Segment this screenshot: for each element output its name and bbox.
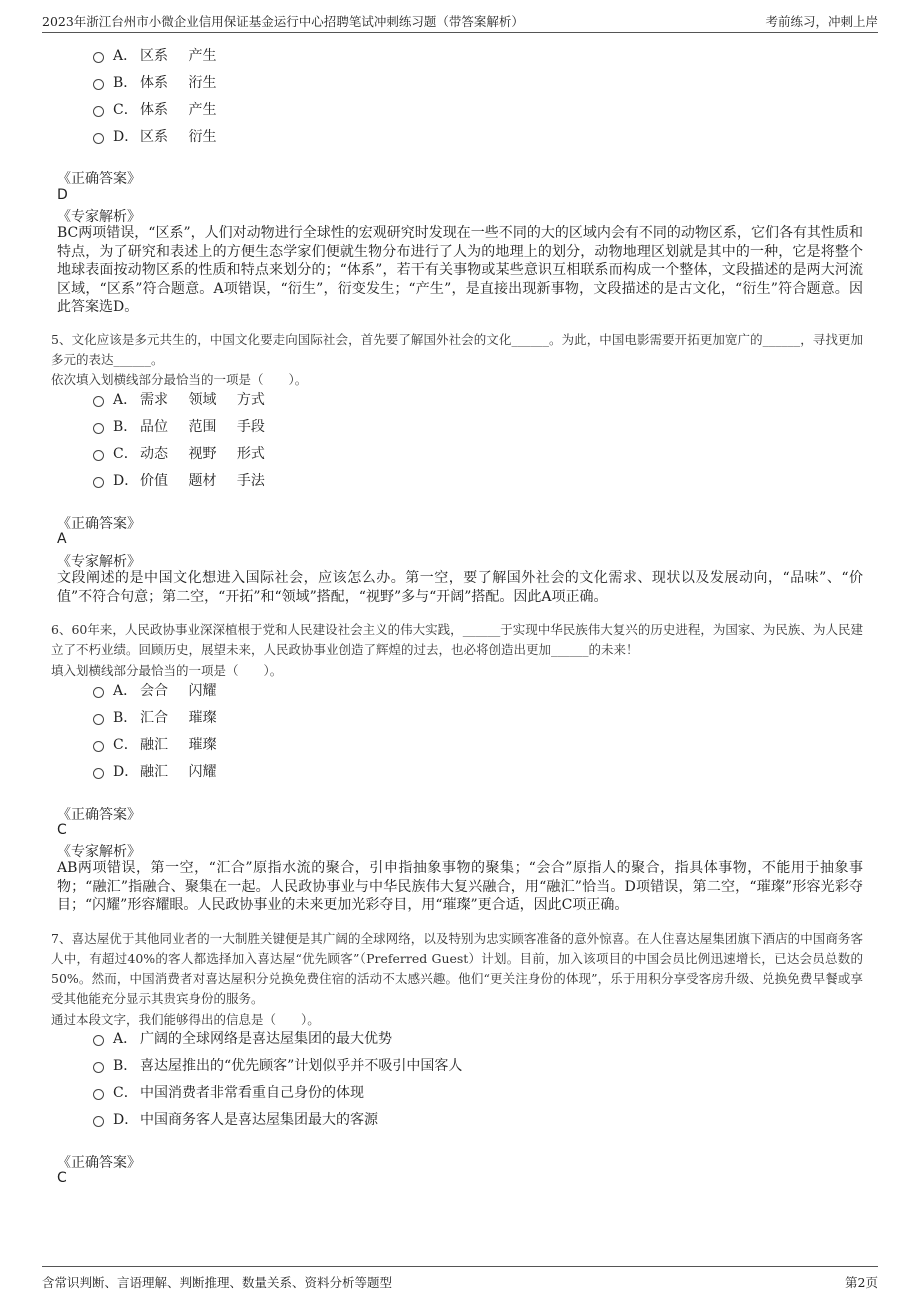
q7-option-d[interactable]: D． 中国商务客人是喜达屋集团最大的客源 [93,1110,378,1130]
document-title: 2023年浙江台州市小微企业信用保证基金运行中心招聘笔试冲刺练习题（带答案解析） [42,14,524,29]
radio-icon[interactable] [93,768,104,779]
q5-option-c[interactable]: C． 动态 视野 形式 [93,444,265,464]
q4-option-d[interactable]: D． 区系 衍生 [93,127,216,147]
q5-stem: 5、文化应该是多元共生的，中国文化要走向国际社会，首先要了解国外社会的文化______。为此，中国电影需要开拓更加宽广的______，寻找更加多元的表达______。 [51,332,863,367]
q5-prompt: 依次填入划横线部分最恰当的一项是（ ）。 [51,372,308,387]
q4-option-a[interactable]: A． 区系 产生 [93,46,216,66]
q5-answer: A [57,531,67,547]
analysis-heading: 《专家解析》 [57,844,141,860]
q4-analysis: BC两项错误，“区系”，人们对动物进行全球性的宏观研究时发现在一些不同的大的区域内会有不同的动物区系，它们各有其性质和特点，为了研究和表述上的方便生态学家们便就生物分布进行了人为的地理上的划分，动物地理区划就是其中的一种，它是将整个地球表面按动物区系的性质和特点来划分的；“体系”，若干有关事物或某些意识互相联系而构成一个整体，文段描述的是两大河流区域，“区系”符合题意。A项错误，“衍生”，衍变发生；“产生”，是直接出现新事物，文段描述的是古文化，“衍生”符合题意。因此答案选D。 [57,225,863,316]
answer-heading: 《正确答案》 [57,1155,141,1171]
radio-icon[interactable] [93,714,104,725]
q6-answer: C [57,822,67,838]
q7-option-a[interactable]: A． 广阔的全球网络是喜达屋集团的最大优势 [93,1029,392,1049]
page-number: 第2页 [845,1275,878,1290]
radio-icon[interactable] [93,477,104,488]
q7-answer: C [57,1170,67,1186]
q6-stem: 6、60年来，人民政协事业深深植根于党和人民建设社会主义的伟大实践，______于实现中华民族伟大复兴的历史进程，为国家、为民族、为人民建立了不朽业绩。回顾历史，展望未来，人民政协事业创造了辉煌的过去，也必将创造出更加______的未来！ [51,622,863,657]
q5-analysis: 文段阐述的是中国文化想进入国际社会，应该怎么办。第一空，要了解国外社会的文化需求、现状以及发展动向，“品味”、“价值”不符合句意；第二空，“开拓”和“领域”搭配，“视野”多与“开阔”搭配。因此A项正确。 [57,570,863,605]
radio-icon[interactable] [93,106,104,117]
radio-icon[interactable] [93,133,104,144]
analysis-heading: 《专家解析》 [57,209,141,225]
q6-option-b[interactable]: B． 汇合 璀璨 [93,708,216,728]
answer-heading: 《正确答案》 [57,807,141,823]
q5-option-d[interactable]: D． 价值 题材 手法 [93,471,265,491]
radio-icon[interactable] [93,1116,104,1127]
q5-option-b[interactable]: B． 品位 范围 手段 [93,417,265,437]
radio-icon[interactable] [93,79,104,90]
q7-prompt: 通过本段文字，我们能够得出的信息是（ ）。 [51,1012,320,1027]
answer-heading: 《正确答案》 [57,171,141,187]
q4-option-c[interactable]: C． 体系 产生 [93,100,216,120]
q6-option-d[interactable]: D． 融汇 闪耀 [93,762,216,782]
radio-icon[interactable] [93,1062,104,1073]
q6-option-a[interactable]: A． 会合 闪耀 [93,681,216,701]
radio-icon[interactable] [93,396,104,407]
q6-analysis: AB两项错误，第一空，“汇合”原指水流的聚合，引申指抽象事物的聚集；“会合”原指人的聚合，指具体事物，不能用于抽象事物；“融汇”指融合、聚集在一起。人民政协事业与中华民族伟大复兴融合，用“融汇”恰当。D项错误，第二空，“璀璨”形容光彩夺目；“闪耀”形容耀眼。人民政协事业的未来更加光彩夺目，用“璀璨”更合适，因此C项正确。 [57,860,863,914]
radio-icon[interactable] [93,1089,104,1100]
q7-option-c[interactable]: C． 中国消费者非常看重自己身份的体现 [93,1083,364,1103]
q7-option-b[interactable]: B． 喜达屋推出的“优先顾客”计划似乎并不吸引中国客人 [93,1056,462,1076]
q6-option-c[interactable]: C． 融汇 璀璨 [93,735,216,755]
radio-icon[interactable] [93,450,104,461]
analysis-heading: 《专家解析》 [57,554,141,570]
q5-option-a[interactable]: A． 需求 领域 方式 [93,390,265,410]
q7-stem: 7、喜达屋优于其他同业者的一大制胜关键便是其广阔的全球网络，以及特别为忠实顾客准备的意外惊喜。在人住喜达屋集团旗下酒店的中国商务客人中，有超过40%的客人都选择加入喜达屋“优先顾客”（Preferred Guest）计划。目前，加入该项目的中国会员比例迅速增长，已达会员总数的50%。然而，中国消费者对喜达屋积分兑换免费住宿的活动不太感兴趣。他们“更关注身份的体现”，乐于用积分享受客房升级、兑换免费早餐或享受其他能充分显示其贵宾身份的服务。 [51,931,863,1006]
q4-option-b[interactable]: B． 体系 洐生 [93,73,216,93]
q6-prompt: 填入划横线部分最恰当的一项是（ ）。 [51,663,283,678]
radio-icon[interactable] [93,687,104,698]
footer-categories: 含常识判断、言语理解、判断推理、数量关系、资料分析等题型 [42,1275,393,1290]
radio-icon[interactable] [93,52,104,63]
radio-icon[interactable] [93,423,104,434]
answer-heading: 《正确答案》 [57,516,141,532]
page-footer [42,1266,878,1297]
q4-answer: D [57,187,68,203]
radio-icon[interactable] [93,1035,104,1046]
header-slogan: 考前练习，冲刺上岸 [765,14,878,29]
page-header [42,10,878,33]
radio-icon[interactable] [93,741,104,752]
